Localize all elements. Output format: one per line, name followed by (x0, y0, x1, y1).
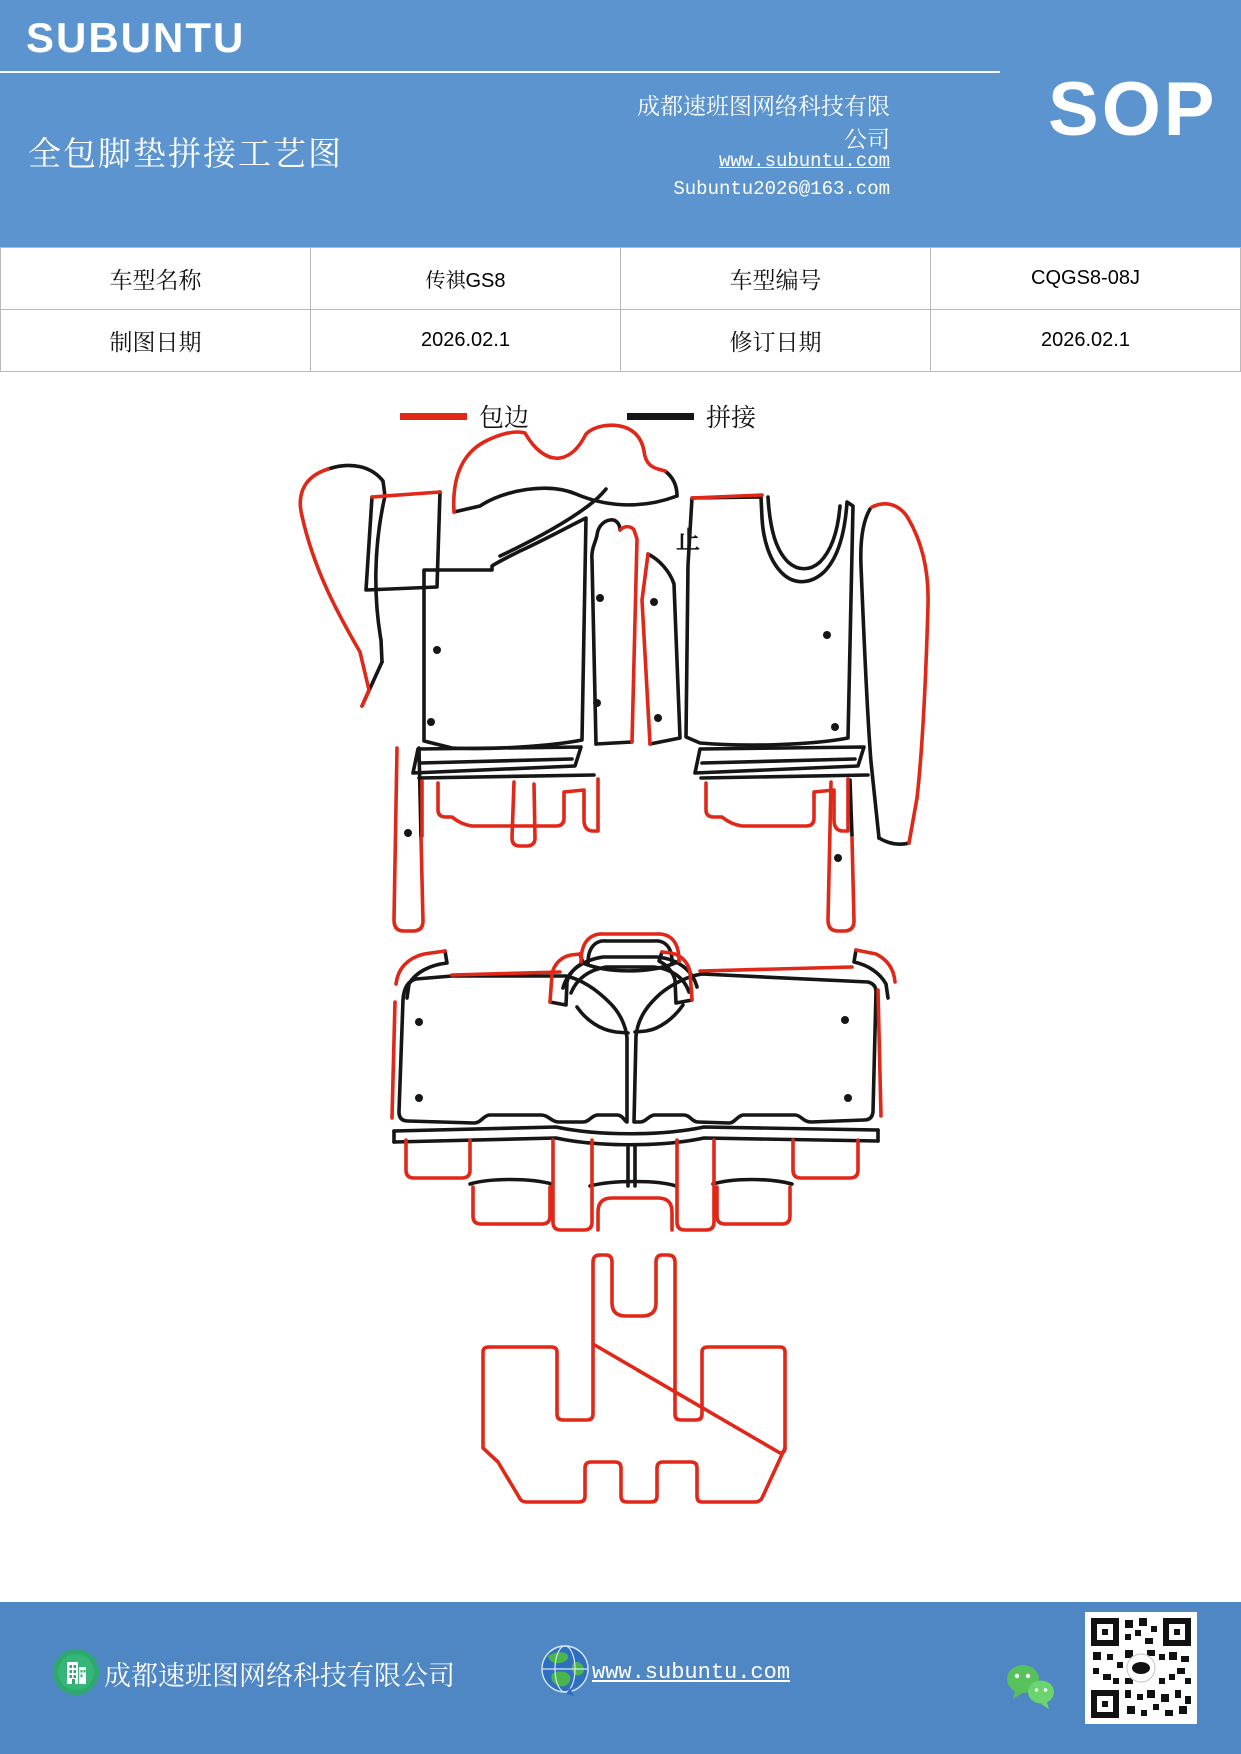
stitch-seam-lines (328, 465, 909, 1186)
binding-line-swatch (400, 413, 467, 420)
header-divider (0, 71, 1000, 73)
edge-binding-lines (300, 425, 928, 1502)
building-icon (52, 1648, 100, 1696)
header-email: Subuntu2026@163.com (673, 178, 890, 200)
header-company-name: 成都速班图网络科技有限公司 (637, 94, 890, 152)
header-website-link[interactable]: www.subuntu.com (718, 150, 890, 172)
model-name-value: 传祺GS8 (311, 248, 621, 310)
wechat-icon (1003, 1662, 1059, 1712)
draw-date-label: 制图日期 (1, 310, 311, 372)
table-row (1, 248, 1241, 310)
table-row (1, 310, 1241, 372)
page-title: 全包脚垫拼接工艺图 (28, 137, 343, 173)
vehicle-info-table (0, 247, 1241, 372)
stitch-line-label: 拼接 (706, 405, 757, 432)
model-code-value: CQGS8-08J (931, 248, 1241, 310)
draw-date-value: 2026.02.1 (311, 310, 621, 372)
model-name-label: 车型名称 (1, 248, 311, 310)
binding-line-label: 包边 (479, 405, 530, 432)
header-banner (0, 0, 1241, 247)
sop-badge: SOP (1048, 67, 1218, 152)
stitch-line-swatch (627, 413, 694, 420)
globe-icon (540, 1644, 590, 1698)
stop-mark-label: 止 (676, 528, 700, 554)
model-code-label: 车型编号 (621, 248, 931, 310)
footer-website-link[interactable]: www.subuntu.com (592, 1660, 791, 1685)
revise-date-label: 修订日期 (621, 310, 931, 372)
revise-date-value: 2026.02.1 (931, 310, 1241, 372)
footer-banner (0, 1602, 1241, 1754)
legend (400, 398, 756, 434)
qr-code (1085, 1612, 1197, 1724)
footer-company-name: 成都速班图网络科技有限公司 (104, 1661, 455, 1691)
brand-logo: SUBUNTU (26, 14, 246, 61)
